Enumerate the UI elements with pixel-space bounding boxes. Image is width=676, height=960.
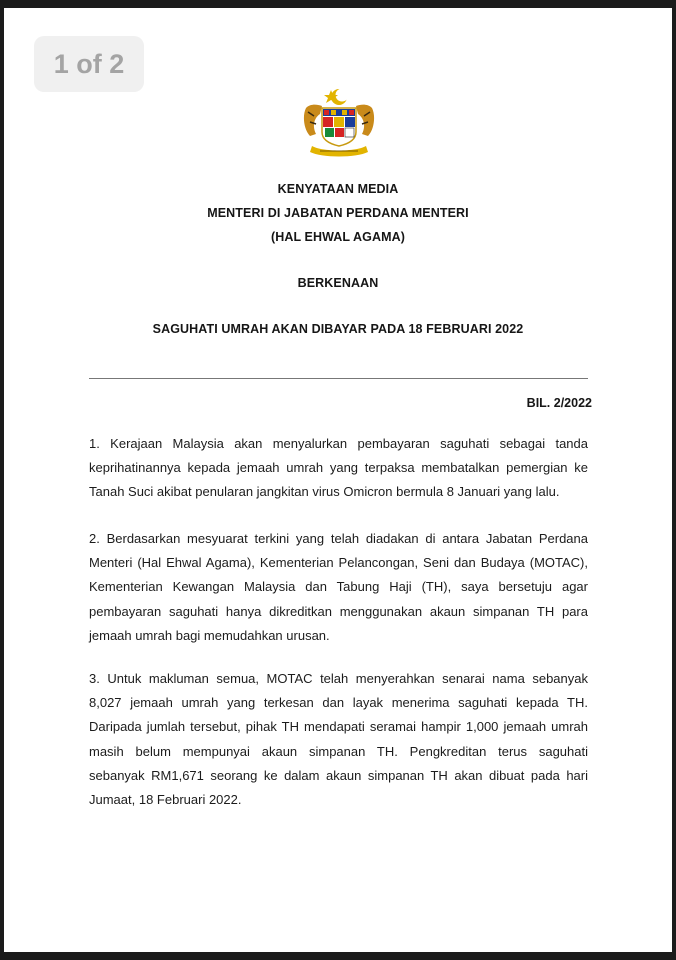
- page-counter-label: 1 of 2: [53, 48, 125, 79]
- paragraph-line: sebanyak RM1,671 seorang ke dalam akaun simpanan TH akan dibuat pada hari: [89, 767, 588, 783]
- paragraph-line: pembayaran saguhati hanya dikreditkan menggunakan akaun simpanan TH para: [89, 603, 588, 619]
- paragraph-2: [89, 527, 588, 648]
- paragraph-line: Tanah Suci akibat penularan jangkitan virus Omicron bermula 8 Januari yang lalu.: [89, 484, 560, 500]
- paragraph-line: masih belum mempunyai akaun simpanan TH. Pengkreditan terus saguhati: [89, 743, 588, 759]
- paragraph-3: [89, 667, 588, 812]
- paragraph-line: 2. Berdasarkan mesyuarat terkini yang telah diadakan di antara Jabatan Perdana: [89, 531, 588, 546]
- paragraph-line: Daripada jumlah tersebut, pihak TH mendapati seramai hampir 1,000 jemaah umrah: [89, 719, 588, 735]
- heading-subject: SAGUHATI UMRAH AKAN DIBAYAR PADA 18 FEBRUARI 2022: [152, 322, 524, 336]
- malaysia-coat-of-arms-icon: [298, 86, 380, 158]
- paragraph-line: keprihatinannya kepada jemaah umrah yang terpaksa membatalkan pemergian ke: [89, 460, 588, 476]
- heading-minister-title: MENTERI DI JABATAN PERDANA MENTERI: [207, 206, 469, 220]
- reference-number: BIL. 2/2022: [526, 396, 592, 410]
- paragraph-line: jemaah umrah bagi memudahkan urusan.: [89, 627, 330, 643]
- page-counter-badge: [34, 36, 144, 92]
- paragraph-line: Jumaat, 18 Februari 2022.: [89, 792, 242, 808]
- paragraph-line: Menteri (Hal Ehwal Agama), Kementerian Pelancongan, Seni dan Budaya (MOTAC),: [89, 555, 588, 571]
- paragraph-line: 3. Untuk makluman semua, MOTAC telah menyerahkan senarai nama sebanyak: [89, 671, 588, 686]
- heading-portfolio: (HAL EHWAL AGAMA): [270, 230, 406, 244]
- divider: [89, 378, 588, 379]
- paragraph-1: [89, 432, 588, 505]
- paragraph-line: 8,027 jemaah umrah yang terkesan dan layak menerima saguhati kepada TH.: [89, 695, 588, 711]
- paragraph-line: Kementerian Kewangan Malaysia dan Tabung Haji (TH), saya bersetuju agar: [89, 579, 588, 595]
- heading-media-statement: KENYATAAN MEDIA: [277, 182, 399, 196]
- heading-regarding: BERKENAAN: [297, 276, 379, 290]
- paragraph-line: 1. Kerajaan Malaysia akan menyalurkan pembayaran saguhati sebagai tanda: [89, 436, 588, 451]
